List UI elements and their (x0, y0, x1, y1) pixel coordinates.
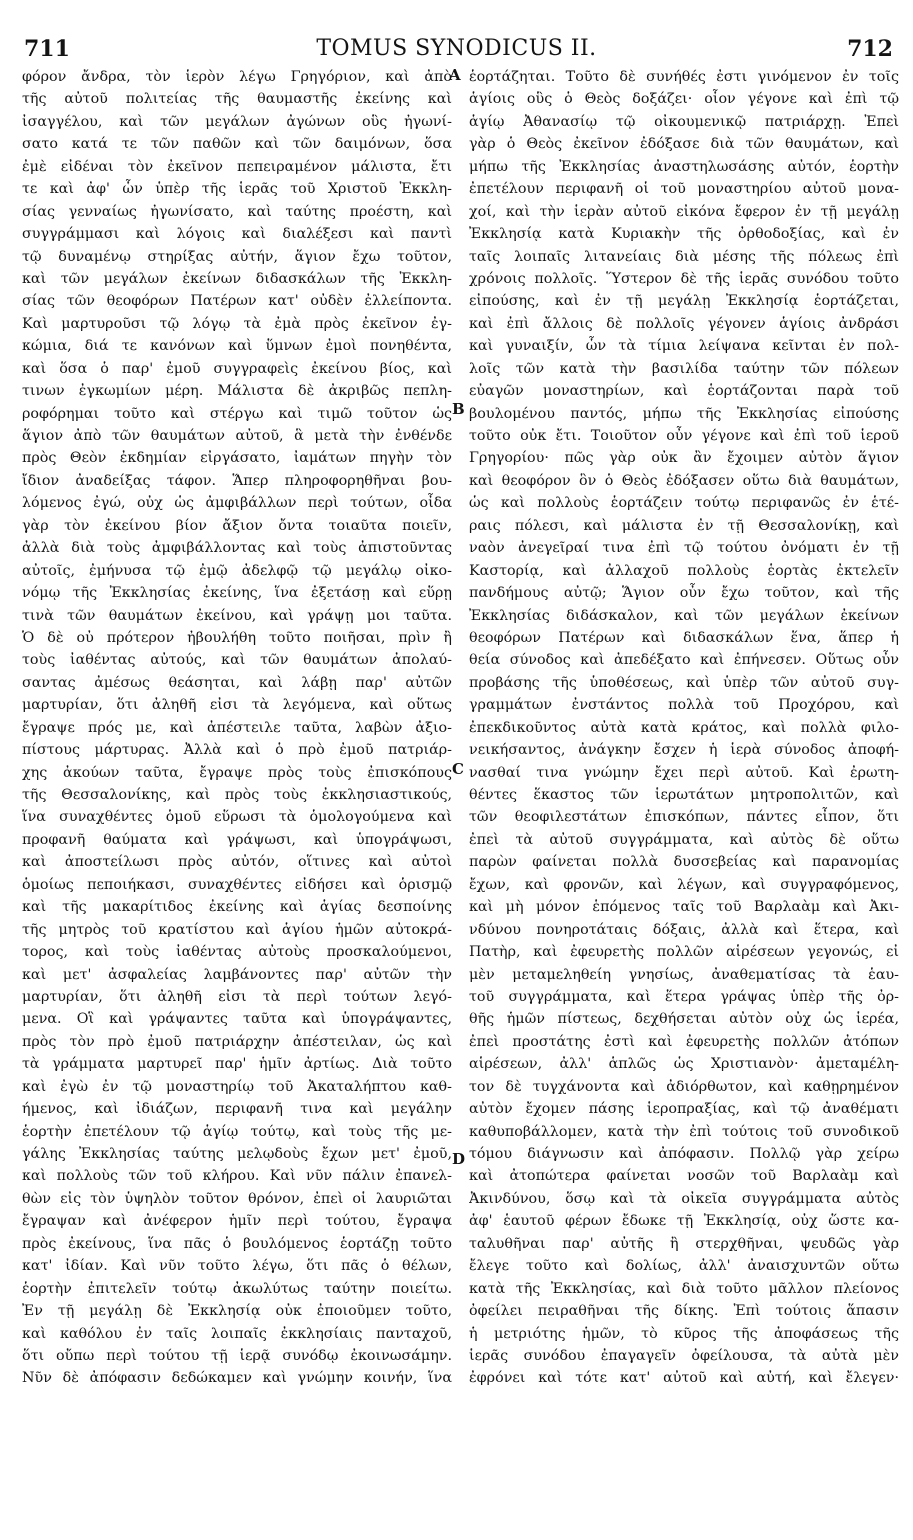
margin-marker-b: B (452, 400, 465, 418)
right-column-line: ἱερᾶς συνόδου ἐπαγαγεῖν ὀφείλουσα, τὰ αὐτὰ μὲν (469, 1347, 899, 1364)
right-column-line: εὐαγῶν μοναστηρίων, καὶ ἑορτάζονται παρὰ τοῦ (469, 383, 899, 400)
right-column-line: λοῖς τῶν κατὰ τὴν βασιλίδα ταύτην τῶν πόλεων (469, 360, 899, 377)
left-column-line: τὰ γράμματα μαρτυρεῖ παρ' ἡμῖν ἀρτίως. Διὰ τοῦτο (22, 1056, 452, 1073)
right-column-line: καὶ μὴ μόνον ἑπόμενος ταῖς τοῦ Βαρλαὰμ καὶ Ἀκι- (469, 899, 899, 916)
right-column-line: θεία σύνοδος καὶ ἀπεδέξατο καὶ ἐπήνεσεν. Οὕτως οὖν (469, 652, 899, 669)
right-column-line: ἁγίῳ Ἀθανασίῳ τῷ οἰκουμενικῷ πατριάρχῃ. Ἐπεὶ (469, 113, 899, 130)
left-column-line: πίστους μάρτυρας. Ἀλλὰ καὶ ὁ πρὸ ἐμοῦ πατριάρ- (22, 742, 452, 759)
right-column-line: ἑορτάζηται. Τοῦτο δὲ συνήθές ἐστι γινόμενον ἐν τοῖς (469, 69, 899, 85)
left-column-line: τῆς Θεσσαλονίκης, καὶ πρὸς τοὺς ἐκκλησιαστικούς, (22, 787, 452, 803)
right-column-line: κατὰ τῆς Ἐκκλησίας, καὶ διὰ τοῦτο μᾶλλον πλείονος (469, 1280, 899, 1297)
left-column-line: ἵνα συναχθέντες ὁμοῦ εὕρωσι τὰ ὁμολογούμενα καὶ (22, 809, 452, 826)
left-column-line: αὐτοῖς, ἐμήνυσα τῷ ἐμῷ ἀδελφῷ τῷ μεγάλῳ οἰκο- (22, 562, 452, 579)
right-column-line: ναὸν ἀνεγεῖραί τινα ἐπὶ τῷ τούτου ὀνόματι ἐν τῇ (469, 540, 899, 557)
left-column-line: χης ἀκούων ταῦτα, ἔγραψε πρὸς τοὺς ἐπισκόπους (22, 764, 452, 781)
right-column-line: γὰρ ὁ Θεὸς ἐκεῖνον ἐδόξασε διὰ τῶν θαυμάτων, καὶ (469, 136, 899, 153)
margin-marker-d: D (452, 1150, 466, 1168)
left-column-line: καὶ ἀποστείλωσι πρὸς αὐτόν, οἵτινες καὶ αὐτοὶ (22, 854, 452, 871)
right-column-line: μὲν μεταμεληθείη γνησίως, ἀναθεματίσας τὰ ἑαυ- (469, 966, 899, 983)
right-column-line: καὶ ἀτοπώτερα φαίνεται νοσῶν τοῦ Βαρλαὰμ καὶ (469, 1168, 899, 1185)
left-column-line: σαντας ἀμέσως θεάσηται, καὶ λάβῃ παρ' αὐτῶν (22, 674, 452, 691)
left-column-line: γὰρ τὸν ἐκείνου βίον ἄξιον ὄντα τοιαῦτα ποιεῖν, (22, 517, 452, 534)
left-column-line: σίας γενναίως ἠγωνίσατο, καὶ ταύτης προέστη, καὶ (22, 203, 452, 220)
right-column-line: ἐπετέλουν περιφανῆ οἱ τοῦ μοναστηρίου αὐτοῦ μονα- (469, 181, 899, 198)
right-column-line: αἱρέσεων, ἀλλ' ἁπλῶς ὡς Χριστιανὸν· ἀμεταμέλη- (469, 1056, 899, 1073)
right-column-line: ταῖς λοιπαῖς λιτανείαις διὰ μέσης τῆς πόλεως ἐπὶ (469, 248, 899, 265)
right-column-line: νδύνου πονηροτάταις δόξαις, ἀλλὰ καὶ ἕτερα, καὶ (469, 921, 899, 938)
left-column-line: τινὰ τῶν θαυμάτων ἐκείνου, καὶ γράψῃ μοι ταῦτα. (22, 607, 452, 624)
right-column-line: ἀφ' ἑαυτοῦ φέρων ἔδωκε τῇ Ἐκκλησίᾳ, οὐχ ὥστε κα- (469, 1213, 899, 1230)
right-column-line: ἔχων, καὶ φρονῶν, καὶ λέγων, καὶ συγγραφόμενος, (469, 876, 899, 893)
left-column-line: θὼν εἰς τὸν ὑψηλὸν τοῦτον θρόνον, ἐπεὶ οἱ λαυριῶται (22, 1190, 452, 1207)
left-column-line: γάλης Ἐκκλησίας ταύτης μελῳδοὺς ἔχων μετ' ἐμοῦ, (22, 1146, 452, 1162)
right-column-line: γραμμάτων ἐνστάντος πολλὰ τοῦ Προχόρου, καὶ (469, 697, 899, 714)
right-column-line: ἐπεὶ τὰ αὐτοῦ συγγράμματα, καὶ αὐτὸς δὲ οὕτω (469, 831, 899, 848)
left-column-line: μενα. Οἳ καὶ γράψαντες ταῦτα καὶ ὑπογράψαντες, (22, 1011, 452, 1028)
right-column-line: ἡ μετριότης ἡμῶν, τὸ κῦρος τῆς ἀποφάσεως τῆς (469, 1325, 899, 1342)
left-column-line: τοὺς ἰαθέντας αὐτούς, καὶ τῶν θαυμάτων ἀπολαύ- (22, 652, 452, 669)
right-column-line: εἰπούσης, καὶ ἐν τῇ μεγάλῃ Ἐκκλησίᾳ ἑορτάζεται, (469, 293, 899, 310)
right-column-line: τοῦτο οὐκ ἔτι. Τοιοῦτον οὖν γέγονε καὶ ἐπὶ τοῦ ἱεροῦ (469, 428, 899, 444)
left-column-line: πρὸς ἐκείνους, ἵνα πᾶς ὁ βουλόμενος ἑορτάζῃ τοῦτο (22, 1235, 452, 1252)
right-column-line: παρὼν φαίνεται πολλὰ δυσσεβείας καὶ παρανομίας (469, 854, 899, 871)
left-column-line: καὶ τῶν μεγάλων ἐκείνων διδασκάλων τῆς Ἐκκλη- (22, 270, 452, 287)
left-column-line: καὶ μετ' ἀσφαλείας λαμβάνοντες παρ' αὐτῶν τὴν (22, 966, 452, 983)
right-column-line: ταλυθῆναι παρ' αὐτῆς ἢ στερχθῆναι, ψευδῶς γὰρ (469, 1235, 899, 1252)
right-column-line: καθυποβάλλομεν, κατὰ τὴν ἐπὶ τούτοις τοῦ συνοδικοῦ (469, 1123, 899, 1140)
right-column-line: Γρηγορίου· πῶς γὰρ οὐκ ἂν ἔχοιμεν αὐτὸν ἅγιον (469, 450, 899, 467)
left-column-line: ἔγραψε πρός με, καὶ ἀπέστειλε ταῦτα, λαβὼν ἀξιο- (22, 719, 452, 736)
page-number-right: 712 (847, 36, 893, 62)
right-column-line: καὶ ἐπὶ ἄλλοις δὲ πολλοῖς γέγονεν ἁγίοις ἀνδράσι (469, 315, 899, 332)
left-column-line: Καὶ μαρτυροῦσι τῷ λόγῳ τὰ ἐμὰ πρὸς ἐκεῖνον ἐγ- (22, 315, 452, 332)
running-header (0, 36, 913, 66)
right-column-line: νεικήσαντος, ἀνάγκην ἔσχεν ἡ ἱερὰ σύνοδος ἀποφή- (469, 742, 899, 759)
left-column-line: ἰσαγγέλου, καὶ τῶν μεγάλων ἀγώνων οὓς ἠγωνί- (22, 113, 452, 130)
left-column-line: καὶ τῆς μακαρίτιδος ἐκείνης καὶ ἁγίας δεσποίνης (22, 899, 452, 916)
right-column-line: θῆς ἡμῶν πίστεως, δεχθήσεται αὐτὸν οὐχ ὡς ἱερέα, (469, 1011, 899, 1028)
right-column (469, 66, 899, 1390)
left-column-line: φόρον ἄνδρα, τὸν ἱερὸν λέγω Γρηγόριον, καὶ ἀπὸ (22, 69, 452, 85)
left-column-line: κώμια, διά τε κανόνων καὶ ὕμνων ἐμοὶ πονηθέντα, (22, 338, 452, 355)
right-column-line: ραις πόλεσι, καὶ μάλιστα ἐν τῇ Θεσσαλονίκῃ, καὶ (469, 517, 899, 534)
right-column-line: τῶν θεοφιλεστάτων ἐπισκόπων, πάντες εἶπον, ὅτι (469, 809, 899, 826)
left-column-line: τῷ δυναμένῳ στηρίξας αὐτήν, ἅγιον ἔχω τοῦτον, (22, 248, 452, 265)
right-column-line: θέντες ἕκαστος τῶν ἱερωτάτων μητροπολιτῶν, καὶ (469, 787, 899, 803)
left-column-line: νόμῳ τῆς Ἐκκλησίας ἐκείνης, ἵνα ἐξετάσῃ καὶ εὕρῃ (22, 585, 452, 602)
left-column-line: ἴδιον ἀναδείξας τάφον. Ἅπερ πληροφορηθῆναι βου- (22, 472, 452, 489)
left-column-line: καὶ ὅσα ὁ παρ' ἐμοῦ συγγραφεὶς ἐκείνου βίος, καὶ (22, 360, 452, 377)
left-column-line: καὶ καθόλου ἐν ταῖς λοιπαῖς ἐκκλησίαις πανταχοῦ, (22, 1325, 452, 1342)
left-column-line: τε καὶ ἀφ' ὧν ὑπὲρ τῆς ἱερᾶς τοῦ Χριστοῦ Ἐκκλη- (22, 181, 452, 198)
left-column-line: ἑορτὴν ἐπετέλουν τῷ ἁγίῳ τούτῳ, καὶ τοὺς τῆς με- (22, 1123, 452, 1140)
left-column-line: ἅγιον ἀπὸ τῶν θαυμάτων αὐτοῦ, ἃ μετὰ τὴν ἐνθένδε (22, 428, 452, 444)
left-column-line: ὁμοίως πεποιήκασι, συναχθέντες εἰδήσει καὶ ὁρισμῷ (22, 876, 452, 893)
page-number-left: 711 (24, 36, 70, 62)
left-column-line: Νῦν δὲ ἀπόφασιν δεδώκαμεν καὶ γνώμην κοινήν, ἵνα (22, 1370, 452, 1387)
left-column-line: ροφόρημαι τοῦτο καὶ στέργω καὶ τιμῶ τοῦτον ὡς (22, 405, 452, 422)
left-column-line: μαρτυρίαν, ὅτι ἀληθῆ εἰσι τὰ λεγόμενα, καὶ οὕτως (22, 697, 452, 714)
right-column-line: θεοφόρων Πατέρων καὶ διδασκάλων ἕνα, ἅπερ ἡ (469, 629, 899, 646)
right-column-line: Ἐκκλησίας διδάσκαλον, καὶ τῶν μεγάλων ἐκείνων (469, 607, 899, 624)
left-column-line: πρὸς Θεὸν ἐκδημίαν εἰργάσατο, ἰαμάτων πηγὴν τὸν (22, 450, 452, 467)
left-column-line: κατ' ἰδίαν. Καὶ νῦν τοῦτο λέγω, ὅτι πᾶς ὁ θέλων, (22, 1258, 452, 1275)
right-column-line: ἐπεὶ προστάτης ἐστὶ καὶ ἐφευρετὴς πολλῶν ἀτόπων (469, 1033, 899, 1050)
left-column-line: σίας τῶν θεοφόρων Πατέρων κατ' οὐδὲν ἐλλείποντα. (22, 293, 452, 310)
right-column-line: χοί, καὶ τὴν ἱερὰν αὐτοῦ εἰκόνα ἔφερον ἐν τῇ μεγάλῃ (469, 203, 899, 220)
right-column-line: τόμου διάγνωσιν καὶ ἀπόφασιν. Πολλῷ γὰρ χείρω (469, 1146, 899, 1162)
left-column-line: ὅτι οὔπω περὶ τούτου τῇ ἱερᾷ συνόδῳ ἐκοινωσάμην. (22, 1347, 452, 1364)
left-column-line: σατο κατά τε τῶν παθῶν καὶ τῶν δαιμόνων, ὅσα (22, 136, 452, 153)
left-column-line: τορος, καὶ τοὺς ἰαθέντας αὐτοὺς προσκαλούμενοι, (22, 944, 452, 961)
right-column-line: ὡς καὶ πολλοὺς ἑορτάζειν τούτῳ περιφανῶς ἐν ἑτέ- (469, 495, 899, 512)
left-column-line: πρὸς τὸν πρὸ ἐμοῦ πατριάρχην ἀπέστειλαν, ὡς καὶ (22, 1033, 452, 1050)
left-column-line: καὶ πολλοὺς τῶν τοῦ κλήρου. Καὶ νῦν πάλιν ἐπανελ- (22, 1168, 452, 1185)
running-title: TOMUS SYNODICUS II. (316, 36, 597, 61)
left-column-line: ἑορτὴν ἐπιτελεῖν τούτῳ ἀκωλύτως ταύτην ποιείτω. (22, 1280, 452, 1297)
right-column-line: ὀφείλει πειραθῆναι τῆς δίκης. Ἐπὶ τούτοις ἅπασιν (469, 1303, 899, 1320)
right-column-line: χρόνοις πολλοῖς. Ὕστερον δὲ τῆς ἱερᾶς συνόδου τοῦτο (469, 270, 899, 287)
left-column-line: ἔγραψαν καὶ ἀνέφερον ἡμῖν περὶ τούτου, ἔγραψα (22, 1213, 452, 1230)
right-column-line: τον δὲ τυγχάνοντα καὶ ἀδιόρθωτον, καὶ καθῃρημένον (469, 1078, 899, 1095)
left-column-line: προφανῆ θαύματα καὶ γράψωσι, καὶ ὑπογράψωσι, (22, 831, 452, 848)
left-column (22, 66, 452, 1390)
right-column-line: νασθαί τινα γνώμην ἔχει περὶ αὐτοῦ. Καὶ ἐρωτη- (469, 764, 899, 781)
margin-marker-c: C (452, 760, 464, 778)
right-column-line: βουλομένου παντός, μήπω τῆς Ἐκκλησίας εἰπούσης (469, 405, 899, 422)
left-column-line: ἐμὲ εἰδέναι τὸν ἐκεῖνον πεπειραμένον μάλιστα, ἔτι (22, 158, 452, 175)
margin-marker-a: A (449, 66, 461, 84)
right-column-line: Καστορίᾳ, καὶ ἀλλαχοῦ πολλοὺς ἑορτὰς ἐκτελεῖν (469, 562, 899, 579)
right-column-line: μήπω τῆς Ἐκκλησίας ἀναστηλωσάσης αὐτόν, ἑορτὴν (469, 158, 899, 175)
right-column-line: προβάσης τῆς ὑποθέσεως, καὶ ὑπὲρ τῶν αὐτοῦ συγ- (469, 674, 899, 691)
right-column-line: καὶ θεοφόρον ὃν ὁ Θεὸς ἐδόξασεν οὕτω διὰ θαυμάτων, (469, 472, 899, 489)
left-column-line: καὶ ἐγὼ ἐν τῷ μοναστηρίῳ τοῦ Ἀκαταλήπτου καθ- (22, 1078, 452, 1095)
left-column-line: Ἐν τῇ μεγάλῃ δὲ Ἐκκλησίᾳ οὐκ ἐποιοῦμεν τοῦτο, (22, 1303, 452, 1320)
right-column-line: τοῦ συγγράμματα, καὶ ἕτερα γράψας ὑπὲρ τῆς ὀρ- (469, 988, 899, 1005)
left-column-line: Ὁ δὲ οὐ πρότερον ἠβουλήθη τοῦτο ποιῆσαι, πρὶν ἢ (22, 629, 452, 646)
right-column-line: Ἐκκλησίᾳ κατὰ Κυριακὴν τῆς ὀρθοδοξίας, καὶ ἐν (469, 226, 899, 243)
right-column-line: ἔλεγε τοῦτο καὶ δολίως, ἀλλ' ἀναισχυντῶν οὕτω (469, 1258, 899, 1275)
right-column-line: ἁγίοις οὓς ὁ Θεὸς δοξάζει· οἷον γέγονε καὶ ἐπὶ τῷ (469, 91, 899, 108)
left-column-line: ἀλλὰ διὰ τοὺς ἀμφιβάλλοντας καὶ τοὺς ἀπιστοῦντας (22, 540, 452, 557)
right-column-line: αὐτὸν ἔχομεν πάσης ἱεροπραξίας, καὶ τῷ ἀναθέματι (469, 1101, 899, 1118)
right-column-line: ἐπεκδικοῦντος αὐτὰ κατὰ κράτος, καὶ πολλὰ φιλο- (469, 719, 899, 736)
right-column-line: πανδήμους αὐτῷ; Ἅγιον οὖν ἔχω τοῦτον, καὶ τῆς (469, 585, 899, 602)
right-column-line: καὶ γυναιξίν, ὧν τὰ τίμια λείψανα κεῖνται ἐν πολ- (469, 338, 899, 355)
right-column-line: Πατὴρ, καὶ ἐφευρετὴς πολλῶν αἱρέσεων γεγονώς, εἰ (469, 944, 899, 961)
left-column-line: λόμενος ἐγώ, οὐχ ὡς ἀμφιβάλλων περὶ τούτων, οἶδα (22, 495, 452, 512)
left-column-line: τῆς αὐτοῦ πολιτείας τῆς θαυμαστῆς ἐκείνης καὶ (22, 91, 452, 108)
left-column-line: μαρτυρίαν, ὅτι ἀληθῆ εἰσι τὰ περὶ τούτων λεγό- (22, 988, 452, 1005)
left-column-line: συγγράμμασι καὶ λόγοις καὶ διαλέξεσι καὶ παντὶ (22, 226, 452, 243)
left-column-line: τινων ἐγκωμίων μέρη. Μάλιστα δὲ ἀκριβῶς πεπλη- (22, 383, 452, 400)
right-column-line: Ἀκινδύνου, ὅσῳ καὶ τὰ οἰκεῖα συγγράμματα αὐτὸς (469, 1190, 899, 1207)
left-column-line: ήμενος, καὶ ἰδιάζων, περιφανῆ τινα καὶ μεγάλην (22, 1101, 452, 1118)
right-column-line: ἐφρόνει καὶ τότε κατ' αὐτοῦ καὶ αὐτή, καὶ ἔλεγεν· (469, 1370, 899, 1387)
left-column-line: τῆς μητρὸς τοῦ κρατίστου καὶ ἁγίου ἡμῶν αὐτοκρά- (22, 921, 452, 938)
